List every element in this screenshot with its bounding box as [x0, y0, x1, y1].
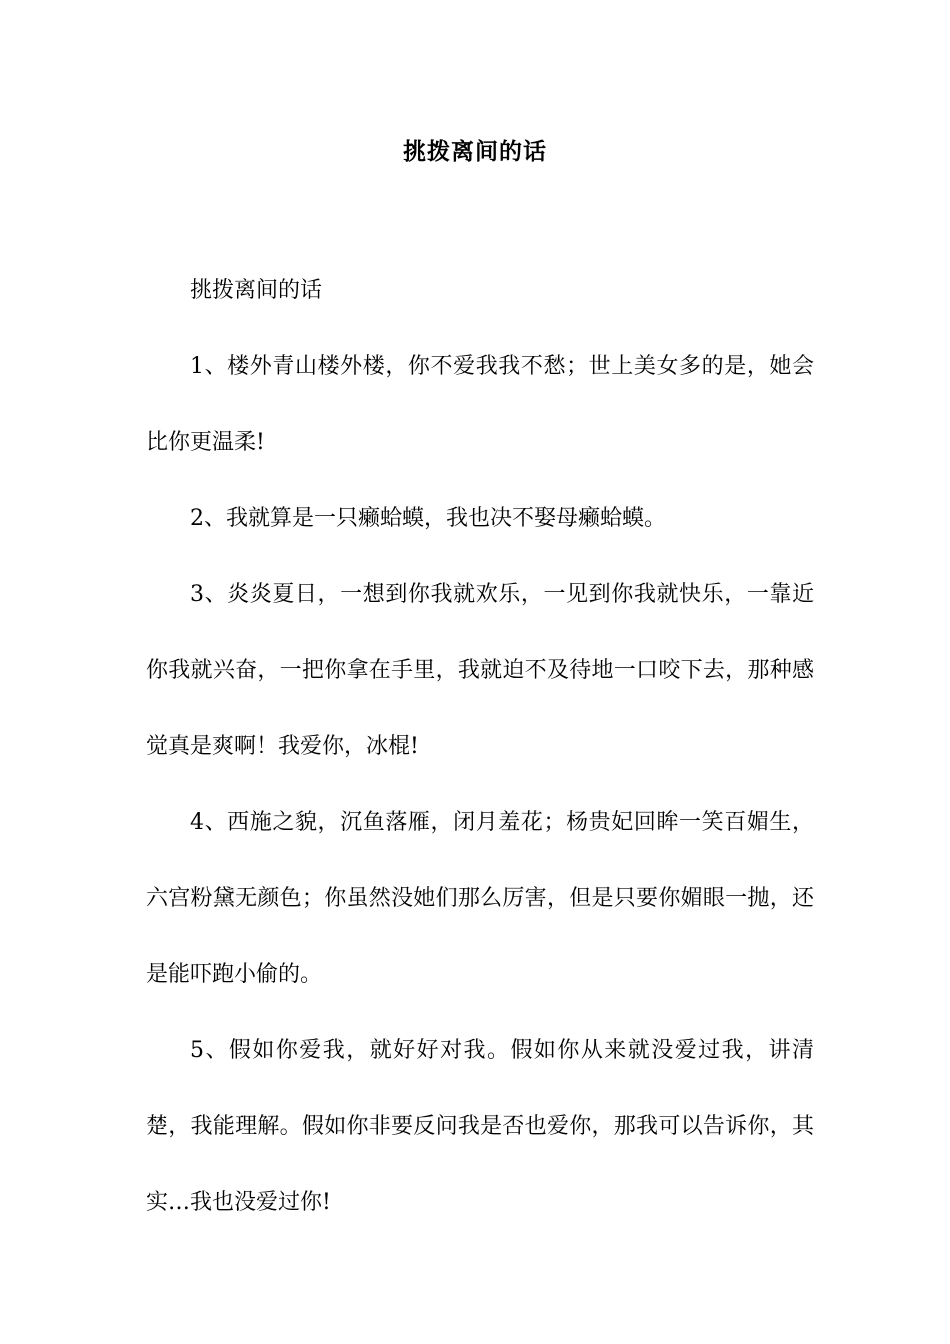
paragraph-item-2: 2、我就算是一只癞蛤蟆，我也决不娶母癞蛤蟆。: [190, 506, 666, 531]
document-title: 挑拨离间的话: [403, 138, 547, 165]
document-body: [146, 253, 814, 1241]
paragraph-item-1: 1、楼外青山楼外楼，你不爱我我不愁；世上美女多的是，她会比你更温柔!: [146, 354, 814, 455]
paragraph-item-3: 3、炎炎夏日，一想到你我就欢乐，一见到你我就快乐，一靠近你我就兴奋，一把你拿在手里，我就迫不及待地一口咬下去，那种感觉真是爽啊！我爱你，冰棍!: [146, 582, 814, 759]
paragraph-item-4: 4、西施之貌，沉鱼落雁，闭月羞花；杨贵妃回眸一笑百媚生，六宫粉黛无颜色；你虽然没她们那么厉害，但是只要你媚眼一抛，还是能吓跑小偷的。: [146, 810, 814, 987]
paragraph-item-5: 5、假如你爱我，就好好对我。假如你从来就没爱过我，讲清楚，我能理解。假如你非要反问我是否也爱你，那我可以告诉你，其实…我也没爱过你!: [146, 1038, 814, 1215]
paragraph-heading: 挑拨离间的话: [190, 278, 323, 303]
